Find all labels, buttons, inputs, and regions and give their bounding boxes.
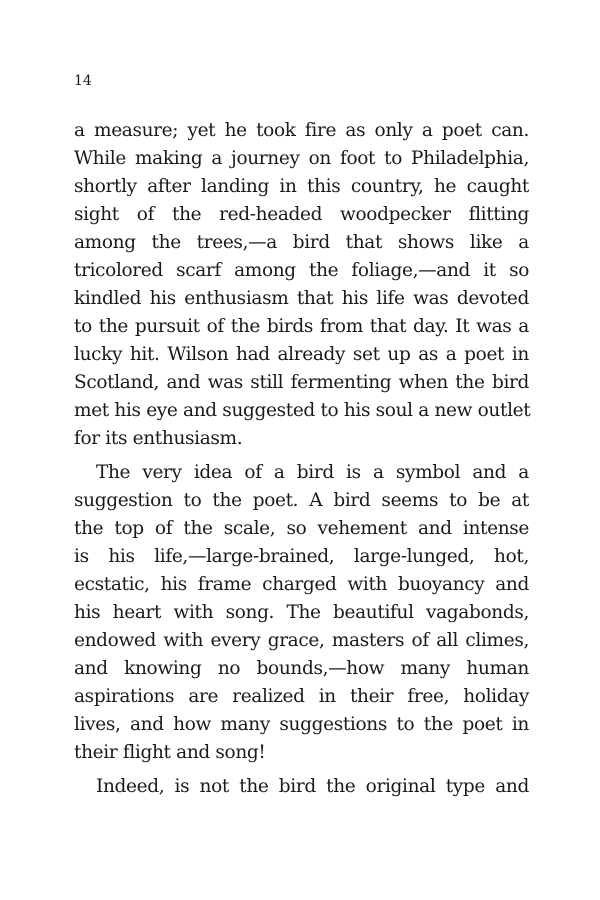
- text-line: lives, and how many suggestions to the poet in: [74, 714, 529, 735]
- text-line: sight of the red-headed woodpecker flitting: [74, 204, 529, 225]
- text-line: While making a journey on foot to Philadelphia,: [74, 148, 529, 169]
- text-line: lucky hit. Wilson had already set up as a poet in: [74, 344, 529, 365]
- text-line: kindled his enthusiasm that his life was devoted: [74, 288, 529, 309]
- paragraph: [74, 459, 529, 767]
- text-line: aspirations are realized in their free, holiday: [74, 686, 529, 707]
- text-line: their flight and song!: [74, 742, 266, 763]
- body-text: [74, 117, 529, 801]
- text-line: to the pursuit of the birds from that day. It was a: [74, 316, 529, 337]
- text-line: a measure; yet he took fire as only a poet can.: [74, 120, 529, 141]
- text-line: endowed with every grace, masters of all climes,: [74, 630, 529, 651]
- page-number: 14: [74, 73, 92, 89]
- text-line: his heart with song. The beautiful vagabonds,: [74, 602, 529, 623]
- text-line: The very idea of a bird is a symbol and a: [96, 462, 529, 483]
- text-line: among the trees,—a bird that shows like a: [74, 232, 529, 253]
- text-line: ecstatic, his frame charged with buoyancy and: [74, 574, 529, 595]
- text-line: the top of the scale, so vehement and intense: [74, 518, 529, 539]
- text-line: suggestion to the poet. A bird seems to be at: [74, 490, 529, 511]
- text-line: for its enthusiasm.: [74, 428, 243, 449]
- text-line: Scotland, and was still fermenting when the bird: [74, 372, 529, 393]
- text-line: is his life,—large-brained, large-lunged, hot,: [74, 546, 529, 567]
- paragraph: [74, 117, 529, 453]
- text-line: met his eye and suggested to his soul a new outlet: [74, 400, 531, 421]
- text-line: and knowing no bounds,—how many human: [74, 658, 529, 679]
- text-line: Indeed, is not the bird the original type and: [96, 776, 529, 797]
- paragraph: [74, 773, 529, 801]
- text-line: tricolored scarf among the foliage,—and it so: [74, 260, 529, 281]
- text-line: shortly after landing in this country, he caught: [74, 176, 529, 197]
